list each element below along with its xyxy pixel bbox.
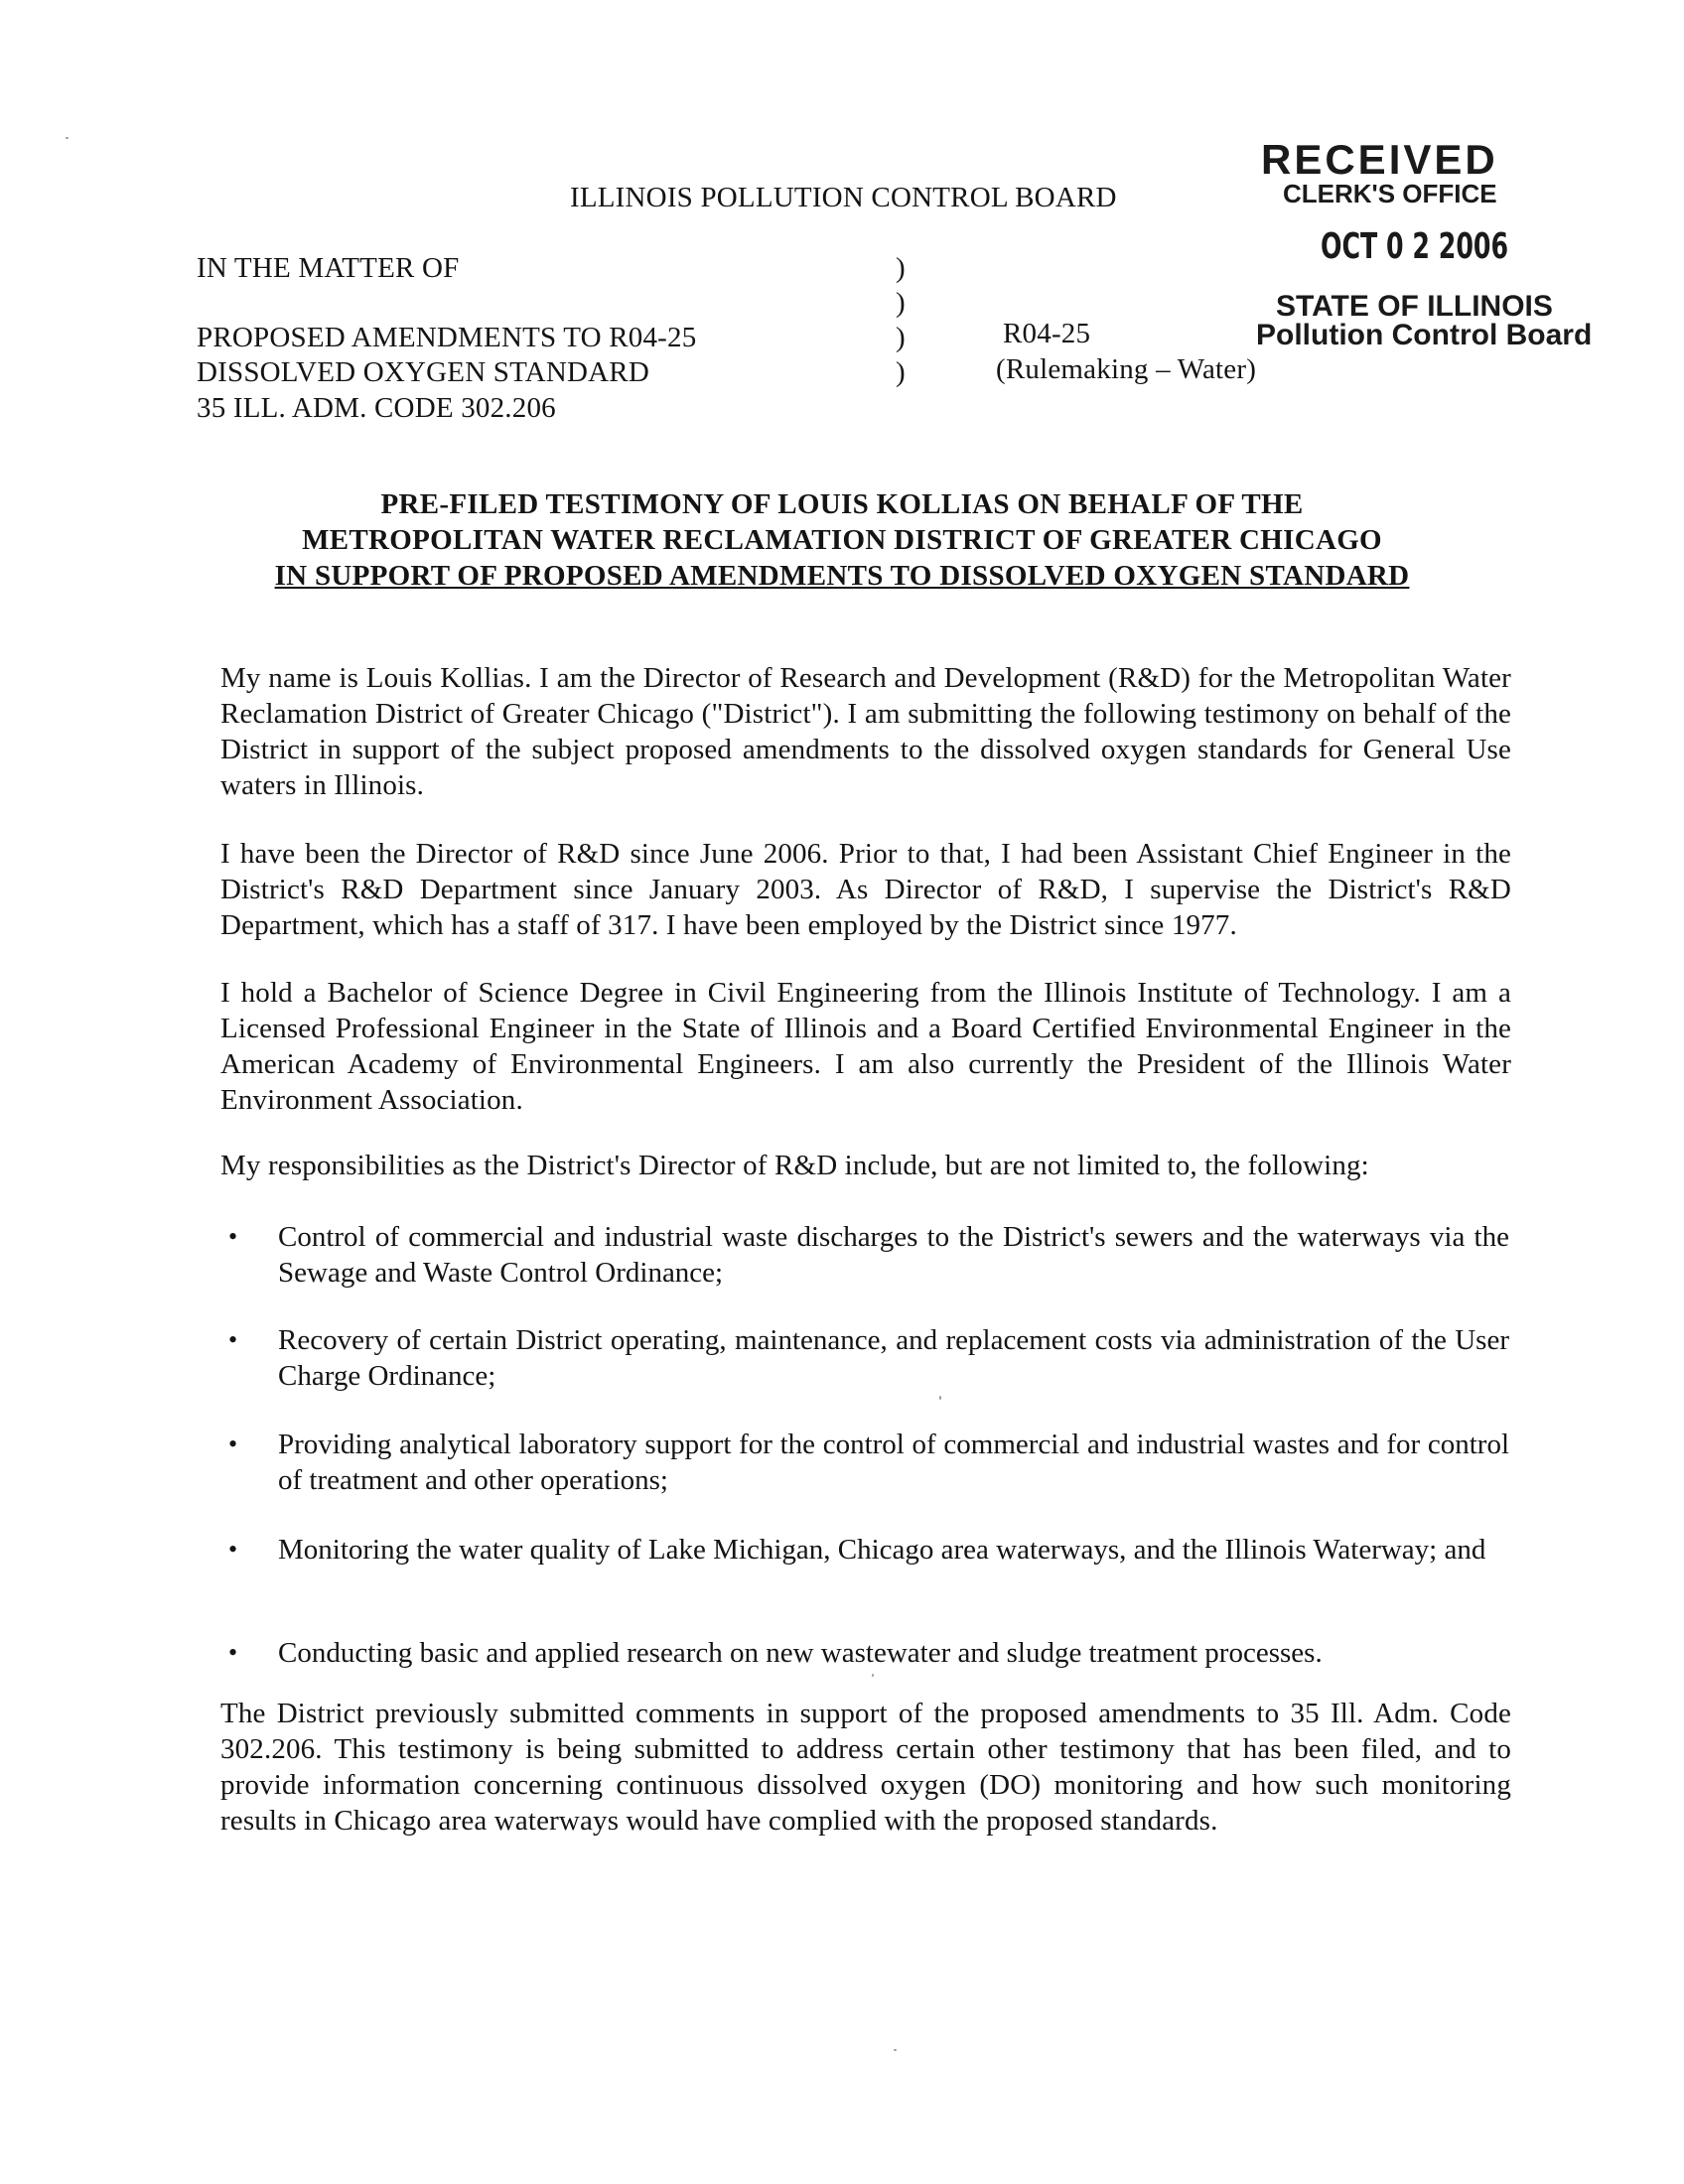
bullet-text: Monitoring the water quality of Lake Michigan, Chicago area waterways, and the Illinois Waterway; and — [278, 1534, 1486, 1566]
stamp-board: Pollution Control Board — [1256, 319, 1593, 351]
stamp-received: RECEIVED — [1261, 136, 1498, 183]
title-line-1: PRE-FILED TESTIMONY OF LOUIS KOLLIAS ON BEHALF OF THE — [380, 488, 1304, 520]
caption-line-1: PROPOSED AMENDMENTS TO R04-25 — [197, 322, 697, 353]
caption-line-3: 35 ILL. ADM. CODE 302.206 — [197, 392, 556, 424]
board-name: ILLINOIS POLLUTION CONTROL BOARD — [570, 182, 1117, 213]
caption-matter: IN THE MATTER OF — [197, 252, 460, 284]
bullet-text: Conducting basic and applied research on new wastewater and sludge treatment processes. — [278, 1637, 1323, 1669]
bullet-marker: • — [228, 1638, 238, 1667]
bullet-marker: • — [228, 1325, 238, 1354]
paragraph-introduction: My name is Louis Kollias. I am the Director of Research and Development (R&D) for the Metropolitan Water Reclamation District of Greater Chicago ("District"). I am submitting the following testimony on behalf of the District in support of the subject proposed amendments to the dissolved oxygen standards for General Use waters in Illinois. — [220, 662, 1511, 801]
stamp-clerks-office: CLERK'S OFFICE — [1283, 179, 1497, 208]
stamp-date: OCT 0 2 2006 — [1321, 226, 1509, 267]
caption-paren: ) — [896, 252, 906, 284]
scan-speck — [872, 1674, 874, 1677]
docket-type: (Rulemaking – Water) — [996, 353, 1257, 385]
title-line-3: IN SUPPORT OF PROPOSED AMENDMENTS TO DISSOLVED OXYGEN STANDARD — [274, 560, 1410, 592]
caption-paren: ) — [896, 287, 906, 319]
paragraph-responsibilities-intro: My responsibilities as the District's Director of R&D include, but are not limited to, the following: — [220, 1150, 1369, 1181]
scan-speck — [939, 1396, 941, 1400]
scan-speck — [66, 137, 69, 139]
received-stamp — [1261, 136, 1519, 208]
docket-number: R04-25 — [1003, 318, 1091, 349]
caption-line-2: DISSOLVED OXYGEN STANDARD — [197, 356, 649, 388]
stamp-state: STATE OF ILLINOIS — [1276, 290, 1553, 323]
caption-paren: ) — [896, 322, 906, 353]
scan-speck — [894, 2049, 897, 2051]
paragraph-education: I hold a Bachelor of Science Degree in Civil Engineering from the Illinois Institute of Technology. I am a Licensed Professional Engineer in the State of Illinois and a Board Certified Environmental Engineer in the American Academy of Environmental Engineers. I am also currently the President of the Illinois Water Environment Association. — [220, 977, 1511, 1116]
bullet-marker: • — [228, 1535, 238, 1564]
title-line-2: METROPOLITAN WATER RECLAMATION DISTRICT OF GREATER CHICAGO — [302, 524, 1382, 556]
paragraph-purpose: The District previously submitted comments in support of the proposed amendments to 35 Ill. Adm. Code 302.206. This testimony is being submitted to address certain other testimony that has been filed, and to provide information concerning continuous dissolved oxygen (DO) monitoring and how such monitoring results in Chicago area waterways would have complied with the proposed standards. — [220, 1698, 1511, 1837]
bullet-text: Providing analytical laboratory support for the control of commercial and industrial wastes and for control of treatment and other operations; — [278, 1429, 1509, 1496]
bullet-marker: • — [228, 1222, 238, 1251]
caption-paren: ) — [896, 356, 906, 388]
bullet-text: Recovery of certain District operating, maintenance, and replacement costs via administration of the User Charge Ordinance; — [278, 1324, 1509, 1392]
bullet-text: Control of commercial and industrial waste discharges to the District's sewers and the waterways via the Sewage and Waste Control Ordinance; — [278, 1221, 1509, 1289]
paragraph-experience: I have been the Director of R&D since June 2006. Prior to that, I had been Assistant Chief Engineer in the District's R&D Department since January 2003. As Director of R&D, I supervise the District's R&D Department, which has a staff of 317. I have been employed by the District since 1977. — [220, 838, 1511, 941]
bullet-marker: • — [228, 1430, 238, 1458]
